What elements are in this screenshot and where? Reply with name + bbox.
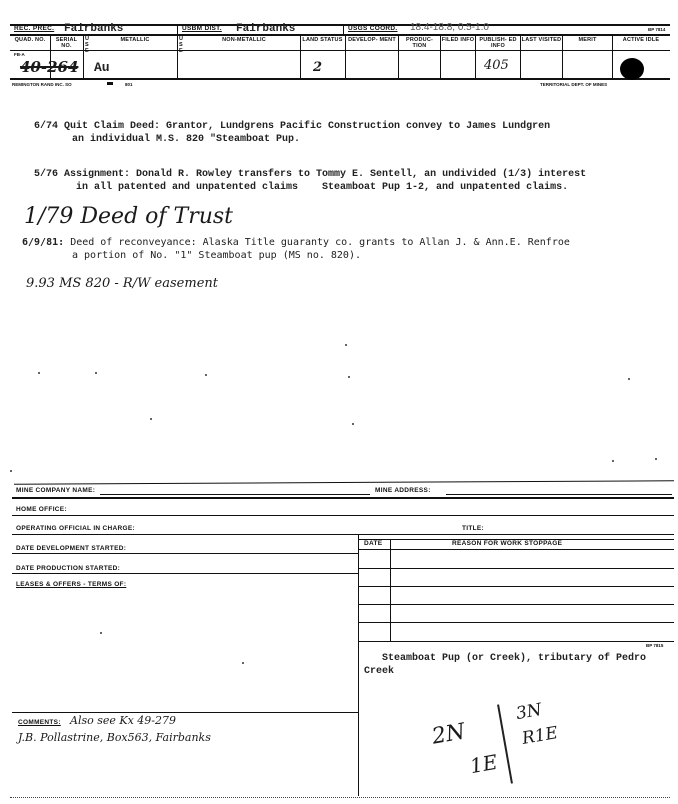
last-visited-label: LAST VISITED — [521, 37, 562, 43]
entry-1976-line2: in all patented and unpatented claims Steamboat Pup 1-2, and unpatented claims. — [76, 182, 569, 193]
merit-label: MERIT — [578, 37, 597, 43]
serial-value: 40-264 — [20, 58, 79, 76]
land-status-label: LAND STATUS — [302, 37, 343, 43]
territorial-dept-label: TERRITORIAL DEPT. OF MINES — [540, 82, 608, 87]
range-left: 1E — [468, 749, 500, 779]
usbm-dist-label: USBM DIST. — [182, 25, 222, 32]
footer-mark — [107, 82, 113, 85]
use-code-metallic: U S E — [85, 36, 90, 54]
mine-company-name-field — [100, 494, 370, 495]
reason-column-header: REASON FOR WORK STOPPAGE — [452, 540, 563, 547]
location-description: Steamboat Pup (or Creek), tributary of Pedro Creek — [364, 653, 647, 677]
deed-of-trust-note: 1/79 Deed of Trust — [24, 204, 234, 229]
metallic-label: METALLIC — [120, 37, 150, 43]
range-right: R1E — [520, 723, 560, 749]
usbm-dist-value: Fairbanks — [236, 23, 296, 35]
form-number-lower: BP 7815 — [646, 643, 664, 648]
bottom-edge — [10, 797, 670, 798]
published-info-label: PUBLISH- ED INFO — [479, 37, 517, 49]
mine-address-field — [446, 494, 672, 495]
rec-prec-label: REC. PREC. — [14, 25, 55, 32]
date-production-started-label: DATE PRODUCTION STARTED: — [16, 565, 121, 572]
active-status-dot — [620, 58, 644, 80]
comments-contact: J.B. Pollastrine, Box563, Fairbanks — [18, 731, 211, 744]
printer-credit: REMINGTON RAND INC. SO — [12, 82, 72, 87]
land-status-value: 2 — [313, 60, 323, 75]
home-office-label: HOME OFFICE: — [16, 506, 67, 513]
usgs-coord-value: 18.4-18.8, 0.5-1.0 — [410, 22, 489, 33]
entry-1981 — [22, 236, 570, 262]
production-label: PRODUC- TION — [405, 37, 434, 49]
township-left: 2N — [430, 719, 468, 750]
entry-1974-line2: an individual M.S. 820 "Steamboat Pup. — [72, 134, 301, 145]
use-code-nonmetallic: U S E — [179, 36, 184, 54]
mine-company-name-label: MINE COMPANY NAME: — [16, 487, 96, 494]
date-column-header: DATE — [364, 540, 383, 547]
active-idle-label: ACTIVE IDLE — [622, 37, 660, 43]
entry-1976 — [34, 168, 586, 194]
published-info-value: 405 — [484, 58, 509, 73]
township-right: 3N — [514, 699, 544, 725]
date-development-started-label: DATE DEVELOPMENT STARTED: — [16, 545, 127, 552]
entry-1974-line1: 6/74 Quit Claim Deed: Grantor, Lundgrens Pacific Construction convey to James Lundgren — [34, 121, 551, 132]
entry-1981-line1: Deed of reconveyance: Alaska Title guaranty co. grants to Allan J. & Ann.E. Renfroe — [70, 237, 570, 248]
entry-1981-date: 6/9/81: — [22, 237, 65, 248]
form-code: 801 — [125, 82, 133, 87]
metallic-value: Au — [94, 60, 110, 75]
operating-official-label: OPERATING OFFICIAL IN CHARGE: — [16, 525, 135, 532]
entry-1981-line2: a portion of No. "1" Steamboat pup (MS no. 820). — [72, 250, 361, 261]
leases-offers-label: LEASES & OFFERS - TERMS OF: — [16, 581, 127, 588]
mine-address-label: MINE ADDRESS: — [375, 487, 431, 494]
title-label: TITLE: — [462, 525, 485, 532]
comments-label: COMMENTS: — [18, 719, 61, 726]
form-number-top: BP 7814 — [648, 27, 666, 32]
entry-1974 — [34, 120, 550, 146]
section-divider-stroke — [497, 704, 513, 783]
quad-value: FB-A — [14, 52, 25, 57]
development-label: DEVELOP- MENT — [348, 37, 396, 43]
quad-label: QUAD. NO. — [14, 37, 46, 43]
easement-note: 9.93 MS 820 - R/W easement — [26, 276, 218, 291]
rec-prec-value: Fairbanks — [64, 23, 124, 35]
filed-info-label: FILED INFO — [441, 37, 475, 43]
entry-1976-line1: 5/76 Assignment: Donald R. Rowley transfers to Tommy E. Sentell, an undivided (1/3) interest — [34, 169, 587, 180]
comments-reference: Also see Kx 49-279 — [70, 714, 177, 727]
nonmetallic-label: NON-METALLIC — [222, 37, 266, 43]
serial-label: SERIAL NO. — [55, 37, 78, 49]
usgs-coord-label: USGS COORD. — [348, 25, 398, 32]
